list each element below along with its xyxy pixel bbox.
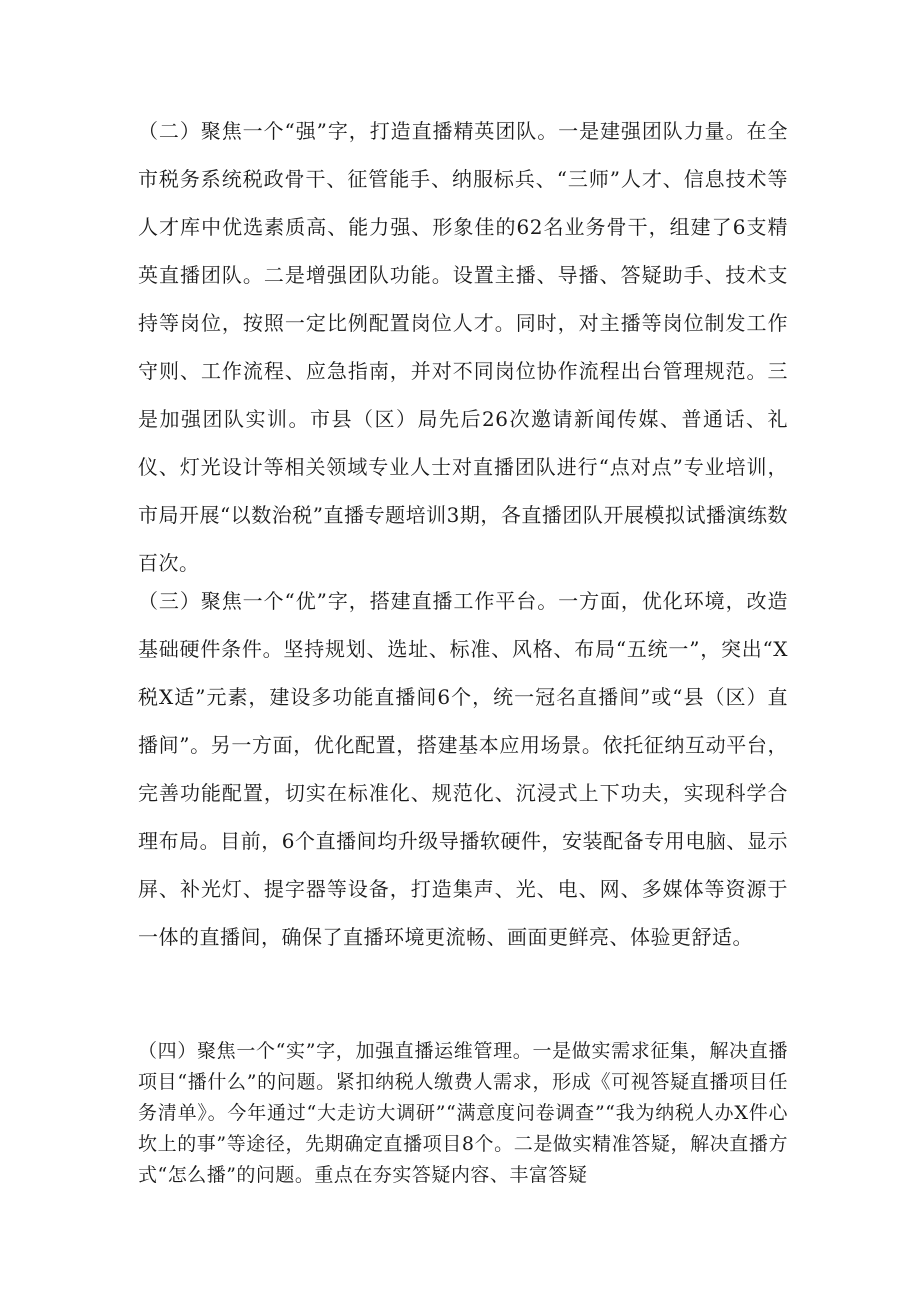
section-2-paragraph: （二）聚焦一个“强”字，打造直播精英团队。一是建强团队力量。在全市税务系统税政骨干、征管能手、纳服标兵、“三师”人才、信息技术等人才库中优选素质高、能力强、形象佳的62名业务骨干，组建了6支精英直播团队。二是增强团队功能。设置主播、导播、答疑助手、技术支持等岗位，按照一定比例配置岗位人才。同时，对主播等岗位制发工作守则、工作流程、应急指南，并对不同岗位协作流程出台管理规范。三是加强团队实训。市县（区）局先后26次邀请新闻传媒、普通话、礼仪、灯光设计等相关领域专业人士对直播团队进行“点对点”专业培训，市局开展“以数治税”直播专题培训3期，各直播团队开展模拟试播演练数百次。 [138, 119, 788, 575]
section-4-paragraph: （四）聚焦一个“实”字，加强直播运维管理。一是做实需求征集，解决直播项目“播什么”的问题。紧扣纳税人缴费人需求，形成《可视答疑直播项目任务清单》。今年通过“大走访大调研”“满意度问卷调查”“我为纳税人办X件心坎上的事”等途径，先期确定直播项目8个。二是做实精准答疑，解决直播方式“怎么播”的问题。重点在夯实答疑内容、丰富答疑 [138, 1040, 788, 1186]
section-3-paragraph: （三）聚焦一个“优”字，搭建直播工作平台。一方面，优化环境，改造基础硬件条件。坚持规划、选址、标准、风格、布局“五统一”，突出“X税X适”元素，建设多功能直播间6个，统一冠名直播间”或“县（区）直播间”。另一方面，优化配置，搭建基本应用场景。依托征纳互动平台，完善功能配置，切实在标准化、规范化、沉浸式上下功夫，实现科学合理布局。目前，6个直播间均升级导播软硬件，安装配备专用电脑、显示屏、补光灯、提字器等设备，打造集声、光、电、网、多媒体等资源于一体的直播间，确保了直播环境更流畅、画面更鲜亮、体验更舒适。 [138, 589, 788, 949]
